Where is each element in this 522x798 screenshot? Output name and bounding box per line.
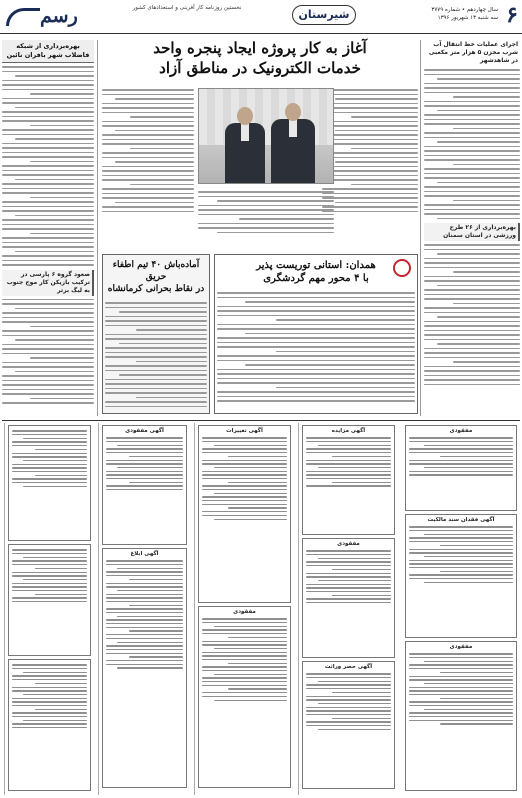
right-column-text-2: [424, 244, 520, 385]
right-column-text: [424, 69, 520, 219]
ad-item: [8, 544, 91, 656]
ad-item: آگهی تغییرات: [198, 425, 291, 603]
newspaper-logo: [4, 2, 88, 30]
left-column-text: [2, 66, 94, 266]
left-news-column: [2, 40, 98, 416]
left-column-text-2: [2, 299, 94, 404]
main-headline-line2: خدمات الکترونیک در مناطق آزاد: [159, 59, 361, 77]
left-column-headline: بهره‌برداری از شبکه فاضلاب شهر بافران نائین: [2, 40, 94, 63]
main-story-text-left: [102, 86, 194, 215]
main-story-text-under-photo: [198, 188, 334, 236]
ads-column-1: [402, 423, 520, 795]
ad-item: آگهی حصر وراثت: [302, 661, 395, 789]
ad-item: [8, 659, 91, 791]
right-column-headline: اجرای عملیات خط انتقال آب شرب مخزن ۵ هزار متر مکعبی در شاهدشهر: [428, 41, 518, 64]
feature-kermanshah-text: [105, 302, 207, 407]
section-name: شیرستان: [292, 5, 356, 25]
ads-column-3: [194, 423, 294, 795]
logo-swirl-icon: [6, 8, 40, 26]
main-headline-line1: آغاز به کار پروژه ایجاد پنجره واحد: [153, 39, 367, 57]
issue-line: سال چهاردهم • شماره ۳۷۷۹: [431, 7, 498, 13]
ads-column-2: [298, 423, 398, 795]
feature-hamedan-title: همدان: استانی توریست پذیر با ۴ محور مهم گردشگری: [256, 260, 376, 284]
feature-box-hamedan: [214, 254, 418, 414]
left-column-subheadline: صعود گروه ۶ پارسی در ترکیب بازیکن کار موج جنوب به لیگ برتر: [2, 270, 94, 296]
tagline: نخستین روزنامه کار آفرینی و استعدادهای کشور: [132, 5, 242, 11]
feature-box-kermanshah: [102, 254, 210, 414]
ad-item: مفقودی: [198, 606, 291, 788]
ad-item: مفقودی: [405, 425, 517, 511]
masthead: [0, 0, 522, 34]
right-news-column: [420, 40, 520, 416]
ad-item: آگهی فقدان سند مالکیت: [405, 514, 517, 638]
right-column-subheadline: بهره‌برداری از ۲۶ طرح ورزشی در استان سمنان: [424, 223, 520, 241]
date-line: سه شنبه ۱۳ شهریور ۱۳۹۶: [437, 15, 498, 21]
feature-kermanshah-title: آماده‌باش ۴۰ تیم اطفاء حریق در نقاط بحرانی کرمانشاه: [107, 260, 205, 294]
red-circle-icon: [393, 259, 411, 277]
person-right-figure: [271, 103, 315, 184]
ads-column-4: [98, 423, 190, 795]
issue-info: [362, 6, 498, 22]
person-left-figure: [225, 107, 265, 184]
logo-text: رسم: [40, 5, 78, 27]
ad-item: آگهی مفقودی: [102, 425, 187, 545]
ad-item: آگهی مزایده: [302, 425, 395, 535]
page-number: ۶: [506, 2, 518, 28]
handshake-photo: [198, 88, 334, 184]
classified-ads-section: [2, 420, 520, 796]
main-headline: [102, 38, 418, 78]
main-story-text-right: [322, 86, 418, 215]
main-story: [102, 36, 418, 416]
ad-item: مفقودی: [405, 641, 517, 791]
ads-column-5: [4, 423, 94, 795]
ad-item: [8, 425, 91, 541]
feature-hamedan-text: [217, 292, 415, 402]
ad-item: آگهی ابلاغ: [102, 548, 187, 788]
ad-item: مفقودی: [302, 538, 395, 658]
